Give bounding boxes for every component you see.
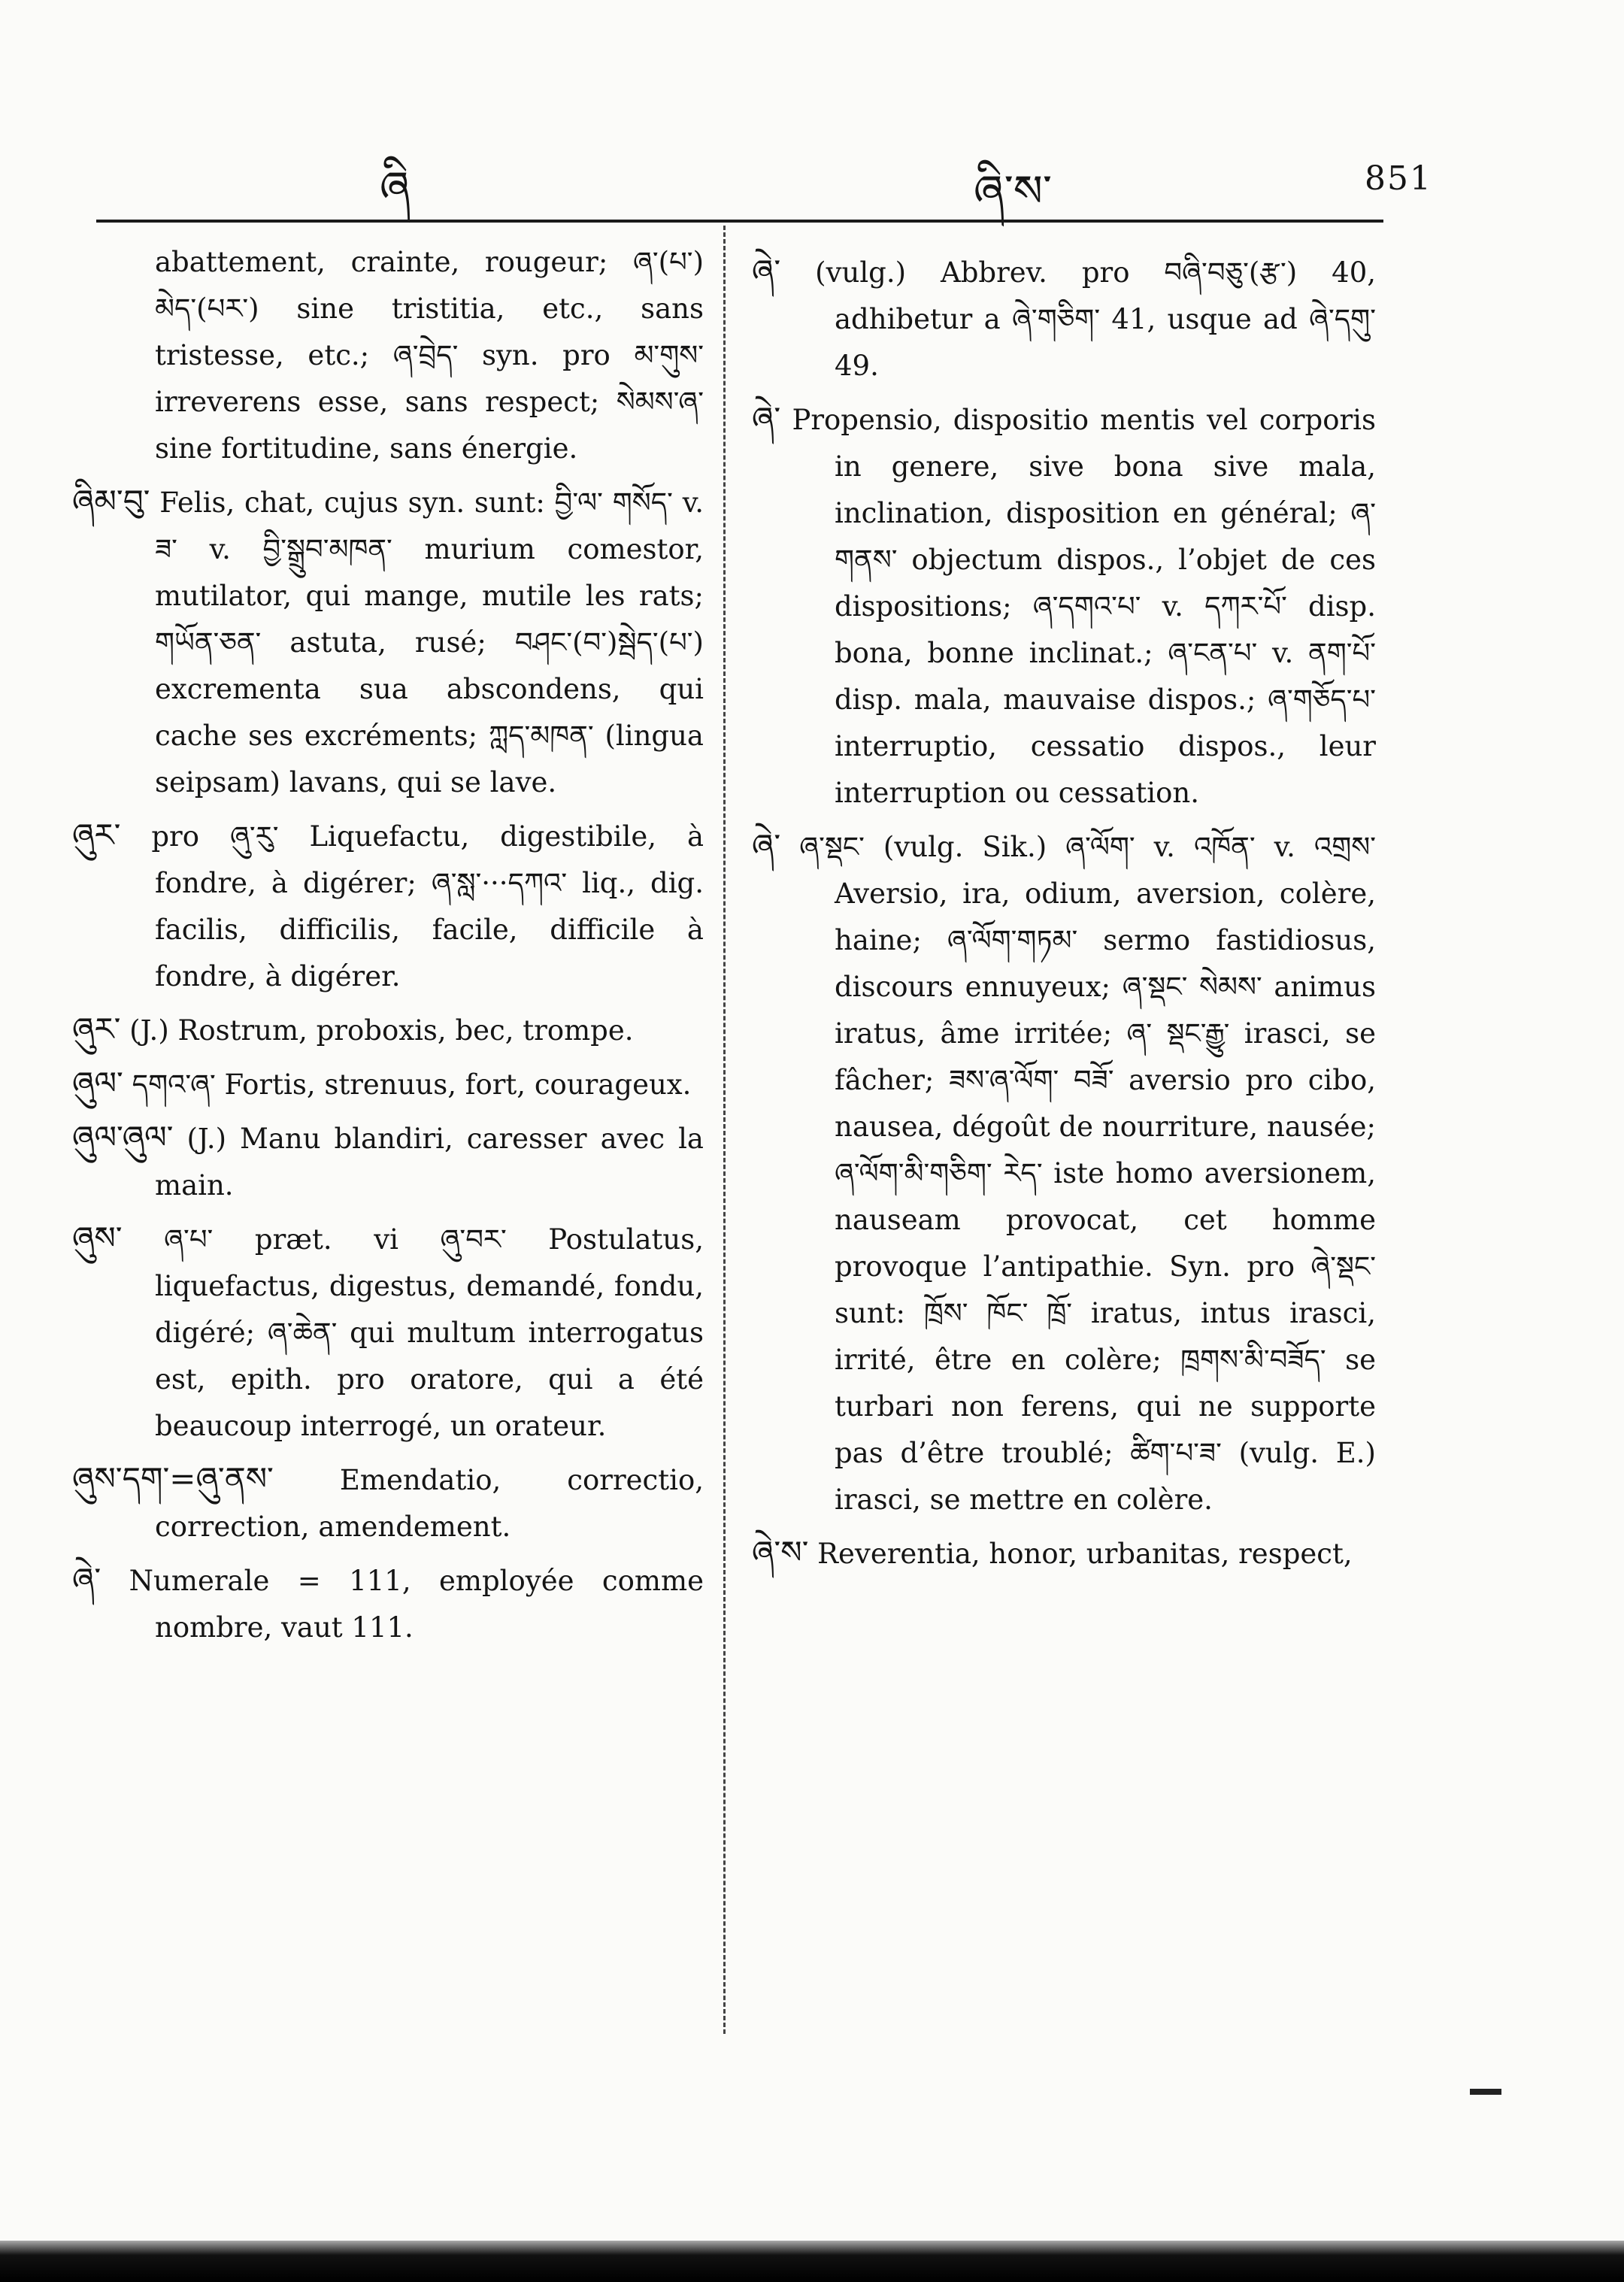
entry-text: (J.) Rostrum, proboxis, bec, trompe. <box>129 1014 634 1047</box>
entry-text: ཞ་པ་ præt. vi ཞུ་བར་ Postulatus, liquefactus, digestus, demandé, fondu, digéré; ཞ་ཆེན་ qui multum interrogatus est, epith. pro oratore, qui a été beaucoup interrogé, un orateur. <box>155 1223 704 1442</box>
entry-text: abattement, crainte, rougeur; ཞ་(པ་) མེད་(པར་) sine tristitia, etc., sans tristesse, etc.; ཞ་བྲེད་ syn. pro མ་གུས་ irreverens esse, sans respect; སེམས་ཞ་ sine fortitudine, sans énergie. <box>155 246 704 465</box>
dictionary-entry <box>72 1114 704 1209</box>
entry-text: Propensio, dispositio mentis vel corporis in genere, sive bona sive mala, inclination, disposition en général; ཞ་གནས་ objectum dispos., l’objet de ces dispositions; ཞ་དགའ་པ་ v. དཀར་པོ་ disp. bona, bonne inclinat.; ཞ་ངན་པ་ v. ནག་པོ་ disp. mala, mauvaise dispos.; ཞ་གཅོད་པ་ interruptio, cessatio dispos., leur interruption ou cessation. <box>792 404 1376 809</box>
entry-headword: ཞུས་ <box>72 1220 123 1256</box>
entry-text: Felis, chat, cujus syn. sunt: བྱི་ལ་ གསོད་ v. ཟ་ v. བྱི་སྒྲུབ་མཁན་ murium comestor, mutilator, qui mange, mutile les rats; གཡོན་ཅན་ astuta, rusé; བཤང་(བ་)སྦེད་(པ་) excrementa sua abscondens, qui cache ses excréments; ཀླད་མཁན་ (lingua seipsam) lavans, qui se lave. <box>155 486 704 799</box>
header-headword-right: ཞི་ས་ <box>974 165 1053 217</box>
dictionary-entry <box>752 248 1376 389</box>
header-rule <box>96 220 1383 223</box>
entry-text: pro ཞུ་རུ་ Liquefactu, digestibile, à fondre, à digérer; ཞ་སླ་···དཀའ་ liq., dig. facilis, difficilis, facile, difficile à fondre, à digérer. <box>151 820 704 993</box>
entry-headword: ཞེ་ <box>752 827 781 864</box>
entry-headword: ཞུར་ <box>72 817 121 853</box>
dictionary-entry <box>72 1215 704 1450</box>
entry-headword: ཞེ་ <box>752 253 781 289</box>
entry-headword: ཞུས་དག་=ཞུ་ནས་ <box>72 1460 274 1497</box>
entry-headword: ཞེ་ས་ <box>752 1534 809 1571</box>
entry-headword: ཞེ་ <box>72 1561 102 1598</box>
entry-text: ཞ་སྡང་ (vulg. Sik.) ཞ་ལོག་ v. འཁོན་ v. འགྲས་ Aversio, ira, odium, aversion, colère, haine; ཞ་ལོག་གཏམ་ sermo fastidiosus, discours ennuyeux; ཞ་སྡང་ སེམས་ animus iratus, âme irritée; ཞ་ སྡང་རྒྱུ་ irasci, se fâcher; ཟས་ཞ་ལོག་ བཟོ་ aversio pro cibo, nausea, dégoût de nourriture, nausée; ཞ་ལོག་མི་གཅིག་ རེད་ iste homo aversionem, nauseam provocat, cet homme provoque l’antipathie. Syn. pro ཞེ་སྡང་ sunt: ཁྲོས་ ཁོང་ ཁྲོ་ iratus, intus irasci, irrité, être en colère; ཁྲགས་མི་བཟོད་ se turbari non ferens, qui ne supporte pas d’être troublé; ཚིག་པ་ཟ་ (vulg. E.) irasci, se mettre en colère. <box>799 831 1376 1516</box>
left-column <box>72 239 704 1657</box>
entry-text: Reverentia, honor, urbanitas, respect, <box>817 1538 1353 1570</box>
entry-text: Numerale = 111, employée comme nombre, vaut 111. <box>129 1565 704 1644</box>
dictionary-entry <box>72 239 704 472</box>
dictionary-entry <box>72 1556 704 1651</box>
dictionary-entry <box>72 1060 704 1108</box>
dictionary-entry <box>72 812 704 1000</box>
dictionary-entry <box>72 1006 704 1054</box>
entry-text: Emendatio, correctio, correction, amendement. <box>155 1464 704 1543</box>
column-divider <box>723 226 726 2034</box>
entry-headword: ཞིམ་བུ་ <box>72 483 150 520</box>
entry-text: (J.) Manu blandiri, caresser avec la main. <box>155 1123 704 1202</box>
entry-text: (vulg.) Abbrev. pro བཞི་བཅུ་(རྩ་) 40, adhibetur a ཞེ་གཅིག་ 41, usque ad ཞེ་དགུ་ 49. <box>815 256 1376 382</box>
entry-text: དགའ་ཞ་ Fortis, strenuus, fort, courageux. <box>132 1068 692 1101</box>
header-headword-left: ཞི <box>380 162 411 213</box>
dictionary-entry <box>72 1456 704 1550</box>
entry-headword: ཞུལ་ཞུལ་ <box>72 1119 174 1156</box>
dictionary-entry <box>752 823 1376 1523</box>
entry-headword: ཞེ་ <box>752 400 781 437</box>
printer-mark <box>1470 2089 1501 2095</box>
entry-headword: ཞུལ་ <box>72 1065 123 1102</box>
entry-headword: ཞུར་ <box>72 1011 121 1047</box>
dictionary-entry <box>752 1529 1376 1577</box>
dictionary-entry <box>72 478 704 806</box>
dictionary-entry <box>752 395 1376 817</box>
right-column <box>752 248 1376 1583</box>
scan-edge-band <box>0 2241 1624 2282</box>
page-number: 851 <box>1365 159 1432 198</box>
